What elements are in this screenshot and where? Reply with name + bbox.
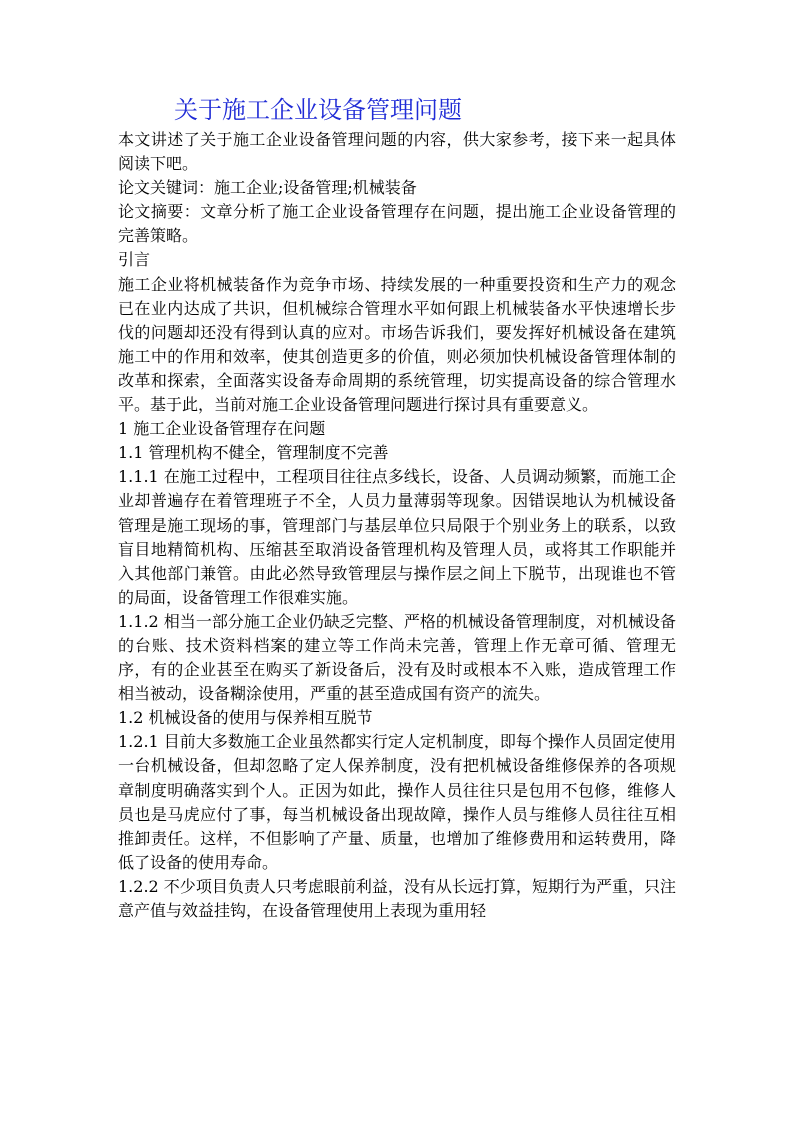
paragraph-1-2-1: 1.2.1 目前大多数施工企业虽然都实行定人定机制度，即每个操作人员固定使用一台机械设备，但却忽略了定人保养制度，没有把机械设备维修保养的各项规章制度明确落实到个人。正因为如此，操作人员往往只是包用不包修，维修人员也是马虎应付了事，每当机械设备出现故障，操作人员与维修人员往往互相推卸责任。这样，不但影响了产量、质量，也增加了维修费用和运转费用，降低了设备的使用寿命。 <box>118 732 676 872</box>
intro-paragraph: 本文讲述了关于施工企业设备管理问题的内容，供大家参考，接下来一起具体阅读下吧。 <box>118 130 676 174</box>
document-page <box>118 92 676 923</box>
introduction-paragraph: 施工企业将机械装备作为竞争市场、持续发展的一种重要投资和生产力的观念已在业内达成了共识，但机械综合管理水平如何跟上机械装备水平快速增长步伐的问题却还没有得到认真的应对。市场告诉我们，要发挥好机械设备在建筑施工中的作用和效率，使其创造更多的价值，则必须加快机械设备管理体制的改革和探索，全面落实设备寿命周期的系统管理，切实提高设备的综合管理水平。基于此，当前对施工企业设备管理问题进行探讨具有重要意义。 <box>118 274 676 415</box>
subsection-heading-1-2: 1.2 机械设备的使用与保养相互脱节 <box>118 708 373 728</box>
paragraph-1-1-2: 1.1.2 相当一部分施工企业仍缺乏完整、严格的机械设备管理制度，对机械设备的台账、技术资料档案的建立等工作尚未完善，管理上作无章可循、管理无序，有的企业甚至在购买了新设备后，没有及时或根本不入账，造成管理工作相当被动，设备糊涂使用，严重的甚至造成国有资产的流失。 <box>118 611 676 704</box>
document-body <box>118 128 676 923</box>
paragraph-1-1-1: 1.1.1 在施工过程中，工程项目往往点多线长，设备、人员调动频繁，而施工企业却普遍存在着管理班子不全，人员力量薄弱等现象。因错误地认为机械设备管理是施工现场的事，管理部门与基层单位只局限于个别业务上的联系，以致盲目地精简机构、压缩甚至取消设备管理机构及管理人员，或将其工作职能并入其他部门兼管。由此必然导致管理层与操作层之间上下脱节，出现谁也不管的局面，设备管理工作很难实施。 <box>118 467 676 607</box>
abstract-paragraph: 论文摘要：文章分析了施工企业设备管理存在问题，提出施工企业设备管理的完善策略。 <box>118 202 676 246</box>
section-heading-introduction: 引言 <box>118 250 151 270</box>
subsection-heading-1-1: 1.1 管理机构不健全，管理制度不完善 <box>118 443 389 463</box>
keywords-line: 论文关键词：施工企业;设备管理;机械装备 <box>118 178 417 198</box>
paragraph-1-2-2: 1.2.2 不少项目负责人只考虑眼前利益，没有从长远打算，短期行为严重，只注意产值与效益挂钩，在设备管理使用上表现为重用轻 <box>118 876 676 920</box>
section-heading-1: 1 施工企业设备管理存在问题 <box>118 419 326 439</box>
document-title: 关于施工企业设备管理问题 <box>174 96 462 124</box>
